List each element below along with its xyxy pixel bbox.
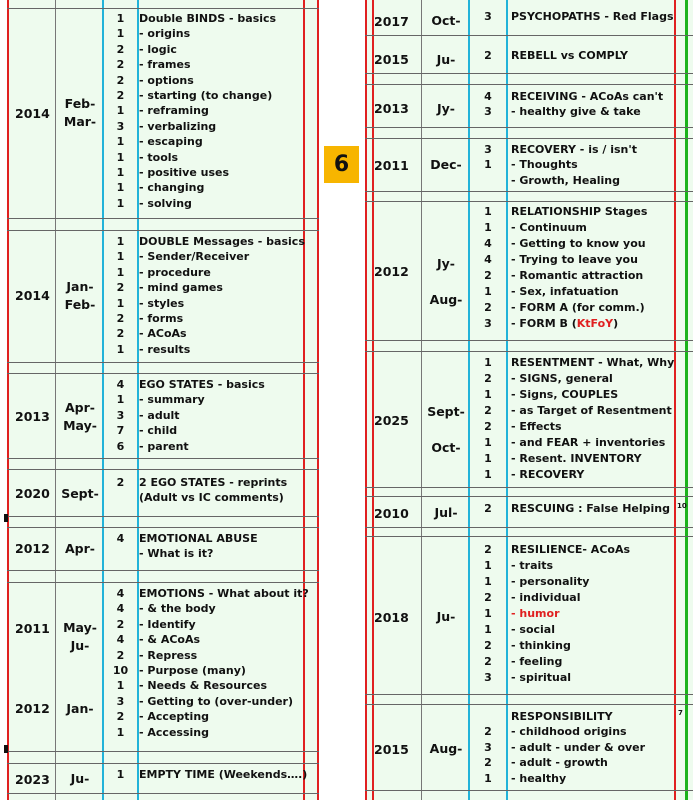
count: 1 xyxy=(484,623,492,636)
topic-item: - Getting to know you xyxy=(511,237,646,250)
count: 1 xyxy=(116,181,125,195)
topic-item: - adult xyxy=(139,408,180,422)
month-label: Aug- xyxy=(429,741,463,756)
topic-item: - Effects xyxy=(511,420,562,433)
entry-counts xyxy=(104,767,137,782)
row-line xyxy=(365,201,693,202)
topic-item xyxy=(511,316,647,332)
topic-title: EMPTY TIME (Weekends….) xyxy=(139,768,308,781)
count: 4 xyxy=(484,253,492,266)
entry-months xyxy=(59,485,101,503)
row-line xyxy=(365,790,693,791)
month-label: Jul- xyxy=(434,505,458,520)
topic-title: EMOTIONAL ABUSE xyxy=(139,532,258,545)
count: 1 xyxy=(484,607,492,620)
entry-counts xyxy=(470,501,506,516)
entry-counts xyxy=(104,11,137,211)
count: 3 xyxy=(116,694,125,708)
left-border-line xyxy=(7,0,9,800)
count: 1 xyxy=(116,265,125,279)
entry-counts xyxy=(470,355,506,483)
entry-months xyxy=(59,700,101,718)
topic-item: - Getting to (over-under) xyxy=(139,694,294,708)
month-label: Sept- xyxy=(427,404,465,419)
entry-year: 2018 xyxy=(374,610,409,625)
topic-item: - summary xyxy=(139,393,205,407)
row-line xyxy=(7,751,319,752)
month-label: Oct- xyxy=(431,13,461,28)
topic-title: EGO STATES - basics xyxy=(139,378,265,391)
count: 1 xyxy=(116,104,125,118)
count: 4 xyxy=(484,90,492,103)
row-line xyxy=(365,527,693,528)
topic-text: ) xyxy=(613,317,619,330)
topic-item: - thinking xyxy=(511,639,571,652)
topic-item: - styles xyxy=(139,296,185,310)
count: 1 xyxy=(116,342,125,356)
left-border-line-inner xyxy=(372,0,374,800)
row-line xyxy=(7,582,319,583)
entry-counts xyxy=(470,142,506,173)
count: 1 xyxy=(484,205,492,218)
row-line xyxy=(7,458,319,459)
topic-item: - Signs, COUPLES xyxy=(511,388,619,401)
count: 2 xyxy=(116,89,125,103)
topic-item: - Sex, infatuation xyxy=(511,285,619,298)
count: 1 xyxy=(484,221,492,234)
month-label: May- xyxy=(63,418,97,433)
entry-counts xyxy=(104,586,137,740)
entry-counts xyxy=(104,475,137,490)
count: 2 xyxy=(116,42,125,56)
entry-counts xyxy=(104,531,137,546)
entry-year: 2025 xyxy=(374,413,409,428)
year-divider xyxy=(421,0,422,800)
count: 1 xyxy=(116,196,125,210)
row-line xyxy=(365,351,693,352)
entry-year: 2012 xyxy=(374,264,409,279)
entry-counts xyxy=(470,542,506,686)
count: 1 xyxy=(116,150,125,164)
count: 2 xyxy=(484,639,492,652)
entry-months xyxy=(59,278,101,314)
count: 2 xyxy=(116,58,125,72)
topic-item: - verbalizing xyxy=(139,119,217,133)
entry-year: 2012 xyxy=(15,541,50,556)
topic-item: (Adult vs IC comments) xyxy=(139,491,284,505)
topic-item: - tools xyxy=(139,150,179,164)
count: 1 xyxy=(116,135,125,149)
month-label: Feb- xyxy=(64,96,96,111)
topic-title: RECOVERY - is / isn't xyxy=(511,143,637,156)
month-label: Apr- xyxy=(65,541,95,556)
entry-months xyxy=(59,399,101,435)
count: 2 xyxy=(484,49,492,62)
row-line xyxy=(7,793,319,794)
row-line xyxy=(7,527,319,528)
count: 1 xyxy=(484,771,492,785)
entry-year: 2015 xyxy=(374,742,409,757)
topic-item: - Romantic attraction xyxy=(511,269,644,282)
row-line xyxy=(7,8,319,9)
topic-item: - and FEAR + inventories xyxy=(511,436,666,449)
right-border-line-outer xyxy=(317,0,319,800)
count: 1 xyxy=(116,12,125,25)
entry-topics xyxy=(511,709,645,786)
count: 6 xyxy=(116,439,125,453)
entry-topics xyxy=(511,89,663,120)
entry-year: 2011 xyxy=(15,621,50,636)
topic-item: - Accessing xyxy=(139,725,209,739)
count: 3 xyxy=(484,671,492,684)
month-label: Oct- xyxy=(431,440,461,455)
entry-counts xyxy=(470,709,506,786)
topic-item: - & ACoAs xyxy=(139,633,201,647)
entry-year: 2014 xyxy=(15,288,50,303)
topic-item: - Thoughts xyxy=(511,158,578,172)
count: 4 xyxy=(116,602,125,616)
count: 3 xyxy=(484,105,492,119)
topic-item: - procedure xyxy=(139,265,211,279)
row-line xyxy=(365,340,693,341)
count: 1 xyxy=(484,468,492,481)
entry-topics xyxy=(139,586,309,740)
entry-months xyxy=(425,156,467,174)
month-label: Jy- xyxy=(437,101,455,116)
row-line xyxy=(7,516,319,517)
topic-item: - individual xyxy=(511,591,581,604)
count: 3 xyxy=(484,143,492,156)
month-label: Jan- xyxy=(66,279,94,294)
topic-text: - FORM B ( xyxy=(511,317,577,330)
count: 2 xyxy=(484,420,492,433)
row-line xyxy=(365,127,693,128)
entry-topics xyxy=(139,11,276,211)
topic-item: - options xyxy=(139,73,194,87)
count: 2 xyxy=(484,543,492,556)
row-line xyxy=(365,73,693,74)
entry-topics xyxy=(511,355,674,483)
entry-year: 2014 xyxy=(15,106,50,121)
row-line xyxy=(365,35,693,36)
month-label: Apr- xyxy=(65,400,95,415)
count: 10 xyxy=(112,664,129,678)
row-line xyxy=(365,487,693,488)
count: 1 xyxy=(484,285,492,298)
count: 4 xyxy=(116,587,125,600)
entry-months xyxy=(425,608,467,626)
entry-months xyxy=(425,12,467,30)
count: 1 xyxy=(484,575,492,588)
topic-item: - & the body xyxy=(139,602,216,616)
topic-item: - logic xyxy=(139,42,177,56)
topic-item: - starting (to change) xyxy=(139,89,273,103)
topic-item: - frames xyxy=(139,58,191,72)
topic-title: EMOTIONS - What about it? xyxy=(139,587,309,600)
count xyxy=(470,709,506,724)
edge-tick-mark xyxy=(4,514,8,522)
topic-item: - parent xyxy=(139,439,189,453)
row-line xyxy=(365,138,693,139)
row-line xyxy=(7,469,319,470)
month-label: Feb- xyxy=(64,297,96,312)
entry-months xyxy=(59,95,101,131)
topic-item: - as Target of Resentment xyxy=(511,404,672,417)
topic-item: - reframing xyxy=(139,104,209,118)
row-line xyxy=(7,373,319,374)
topic-item: - feeling xyxy=(511,655,563,668)
topic-item: - positive uses xyxy=(139,166,230,180)
count: 1 xyxy=(116,768,125,781)
row-line xyxy=(365,704,693,705)
entry-months xyxy=(59,770,101,788)
topic-item: - healthy give & take xyxy=(511,105,641,119)
count: 1 xyxy=(484,559,492,572)
month-label: Jy- xyxy=(437,256,455,271)
row-line xyxy=(7,362,319,363)
count: 2 xyxy=(484,756,492,770)
entry-year: 2023 xyxy=(15,772,50,787)
row-line xyxy=(365,84,693,85)
count: 2 xyxy=(116,281,125,295)
edge-tick-mark xyxy=(4,745,8,753)
count: 2 xyxy=(484,301,492,314)
topic-title: RESENTMENT - What, Why xyxy=(511,356,675,369)
entry-year: 2011 xyxy=(374,158,409,173)
topic-item-highlight: - humor xyxy=(511,607,560,620)
topic-title: RECEIVING - ACoAs can't xyxy=(511,90,664,103)
count: 1 xyxy=(484,452,492,465)
topic-item: - social xyxy=(511,623,555,636)
topic-item: - child xyxy=(139,424,178,438)
month-label: Ju- xyxy=(70,771,90,786)
topic-item: - personality xyxy=(511,575,590,588)
topic-item: - forms xyxy=(139,312,184,326)
topic-item: - Continuum xyxy=(511,221,587,234)
topic-item: - solving xyxy=(139,196,192,210)
entry-topics xyxy=(511,9,674,24)
entry-topics xyxy=(139,767,307,782)
month-label: Ju- xyxy=(436,609,456,624)
entry-topics xyxy=(511,204,647,332)
year-divider xyxy=(55,0,56,800)
entry-year: 2017 xyxy=(374,14,409,29)
entry-year: 2013 xyxy=(374,101,409,116)
row-line xyxy=(365,191,693,192)
entry-months xyxy=(59,540,101,558)
entry-topics xyxy=(139,531,258,562)
entry-months xyxy=(59,619,101,655)
topic-title: RESCUING : False Helping xyxy=(511,502,670,515)
count: 1 xyxy=(116,296,125,310)
topic-item: - healthy xyxy=(511,771,567,785)
topic-title: RESPONSIBILITY xyxy=(511,710,613,723)
month-label: Jan- xyxy=(66,701,94,716)
entry-topics xyxy=(511,501,670,516)
month-label: May- xyxy=(63,620,97,635)
left-column xyxy=(7,0,319,800)
topic-item: - results xyxy=(139,342,191,356)
topic-item: - Needs & Resources xyxy=(139,679,268,693)
entry-topics xyxy=(511,48,628,63)
count: 4 xyxy=(116,532,125,545)
entry-months xyxy=(425,100,467,118)
entry-topics xyxy=(511,142,637,188)
month-label: Ju- xyxy=(70,638,90,653)
count: 1 xyxy=(116,235,125,248)
count: 2 xyxy=(484,404,492,417)
count: 2 xyxy=(116,617,125,631)
row-line xyxy=(365,694,693,695)
entry-topics xyxy=(511,542,630,686)
entry-year: 2010 xyxy=(374,506,409,521)
topic-title: 2 EGO STATES - reprints xyxy=(139,476,288,489)
row-line xyxy=(7,230,319,231)
month-label: Aug- xyxy=(429,292,463,307)
entry-months xyxy=(425,740,467,758)
count: 3 xyxy=(484,10,492,23)
count: 4 xyxy=(116,633,125,647)
row-line xyxy=(365,496,693,497)
entry-counts xyxy=(104,377,137,454)
left-border-line xyxy=(365,0,367,800)
topic-item: - origins xyxy=(139,27,191,41)
count: 1 xyxy=(484,356,492,369)
count: 3 xyxy=(116,408,125,422)
topic-item: - Identify xyxy=(139,617,196,631)
count: 3 xyxy=(116,119,125,133)
row-line xyxy=(7,218,319,219)
count: 2 xyxy=(116,312,125,326)
topic-title: RELATIONSHIP Stages xyxy=(511,205,648,218)
count: 2 xyxy=(484,655,492,668)
green-edge-line xyxy=(685,0,688,800)
count: 2 xyxy=(116,476,125,489)
entry-counts xyxy=(104,234,137,357)
count: 7 xyxy=(116,424,125,438)
count: 2 xyxy=(116,73,125,87)
topic-item: - spiritual xyxy=(511,671,572,684)
count: 1 xyxy=(484,158,492,172)
entry-counts xyxy=(470,48,506,63)
count: 4 xyxy=(116,378,125,391)
topic-title: RESILIENCE- ACoAs xyxy=(511,543,631,556)
entry-months xyxy=(425,246,467,318)
entry-topics xyxy=(139,234,305,357)
count: 3 xyxy=(484,740,492,754)
topic-item: - traits xyxy=(511,559,554,572)
entry-year: 2015 xyxy=(374,52,409,67)
topic-item: - escaping xyxy=(139,135,203,149)
row-line xyxy=(365,536,693,537)
entry-year: 2012 xyxy=(15,701,50,716)
topic-item: - adult - under & over xyxy=(511,740,646,754)
topic-item: - Growth, Healing xyxy=(511,173,621,187)
topic-item: - FORM A (for comm.) xyxy=(511,301,645,314)
topic-item: - Resent. INVENTORY xyxy=(511,452,642,465)
right-column xyxy=(365,0,693,800)
page-ref-note: 10 xyxy=(677,502,687,510)
topic-title: Double BINDS - basics xyxy=(139,12,277,25)
entry-topics xyxy=(139,377,265,454)
topic-item: - Accepting xyxy=(139,710,210,724)
count: 2 xyxy=(116,710,125,724)
month-label: Mar- xyxy=(63,114,97,129)
month-label: Dec- xyxy=(430,157,462,172)
count: 1 xyxy=(116,250,125,264)
count: 1 xyxy=(116,679,125,693)
topic-item: - changing xyxy=(139,181,205,195)
topic-item: - Sender/Receiver xyxy=(139,250,250,264)
topic-title: DOUBLE Messages - basics xyxy=(139,235,305,248)
entry-counts xyxy=(470,9,506,24)
topic-item: - Purpose (many) xyxy=(139,664,246,678)
entry-counts xyxy=(470,204,506,332)
entry-topics xyxy=(139,475,287,506)
count: 3 xyxy=(484,317,492,330)
count: 1 xyxy=(484,436,492,449)
topic-item: - childhood origins xyxy=(511,725,627,739)
highlight-text: KtFoY xyxy=(576,317,614,330)
count: 2 xyxy=(484,725,492,739)
topic-title: REBELL vs COMPLY xyxy=(511,49,628,62)
count: 1 xyxy=(116,725,125,739)
count: 1 xyxy=(116,166,125,180)
topic-item: - Repress xyxy=(139,648,198,662)
count: 2 xyxy=(484,591,492,604)
entry-months xyxy=(425,504,467,522)
topic-item: - ACoAs xyxy=(139,327,187,341)
topic-item: - What is it? xyxy=(139,547,214,561)
month-label: Ju- xyxy=(436,52,456,67)
page-number-badge: 6 xyxy=(324,146,359,183)
row-line xyxy=(7,570,319,571)
topic-item: - SIGNS, general xyxy=(511,372,613,385)
count: 2 xyxy=(116,327,125,341)
topic-item: - mind games xyxy=(139,281,223,295)
entry-counts xyxy=(470,89,506,120)
row-line xyxy=(7,763,319,764)
count: 2 xyxy=(484,502,492,515)
count: 2 xyxy=(484,269,492,282)
entry-months xyxy=(425,51,467,69)
topic-item: - Trying to leave you xyxy=(511,253,638,266)
topic-item: - adult - growth xyxy=(511,756,608,770)
entry-months xyxy=(425,394,467,466)
count-divider xyxy=(506,0,508,800)
count: 1 xyxy=(116,393,125,407)
count: 2 xyxy=(116,648,125,662)
count: 4 xyxy=(484,237,492,250)
month-label: Sept- xyxy=(61,486,99,501)
page-ref-note: 7 xyxy=(678,709,683,717)
count: 1 xyxy=(116,27,125,41)
count: 1 xyxy=(484,388,492,401)
topic-item: - RECOVERY xyxy=(511,468,585,481)
entry-year: 2013 xyxy=(15,409,50,424)
topic-title: PSYCHOPATHS - Red Flags xyxy=(511,10,674,23)
entry-year: 2020 xyxy=(15,486,50,501)
count: 2 xyxy=(484,372,492,385)
